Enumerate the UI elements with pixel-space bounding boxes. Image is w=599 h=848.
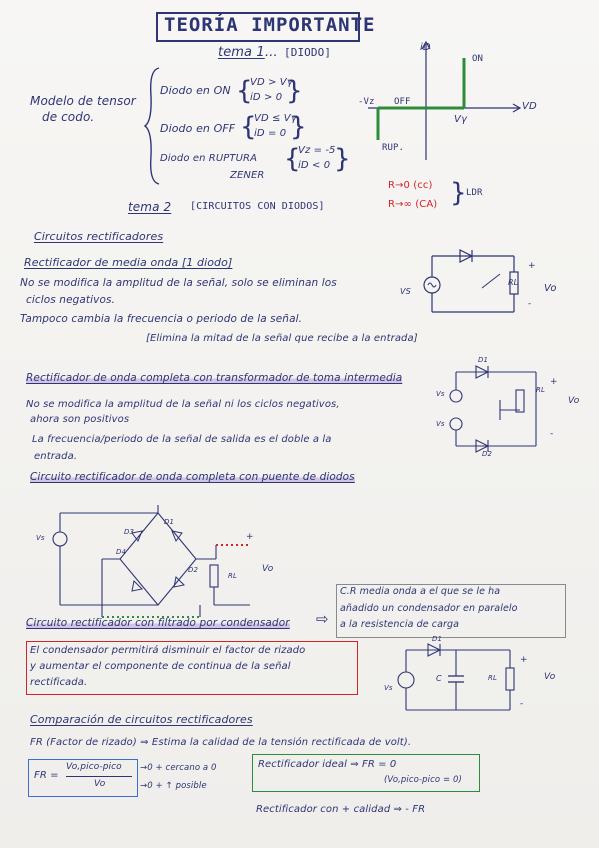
modelo-title-line1: Modelo de tensor [30, 94, 136, 108]
brace-off: { [240, 112, 257, 142]
filtrado-callout-line3: a la resistencia de carga [340, 619, 460, 630]
diodo-off-label: Diodo en OFF [160, 122, 236, 135]
onda-completa-bullet2a: La frecuencia/periodo de la señal de salida es el doble a la [32, 434, 332, 445]
filtrado-red-line3: rectificada. [30, 677, 88, 688]
brace-rup: { [284, 144, 301, 174]
onda-completa-vo: Vo [568, 396, 580, 406]
diodo-off-cond1: VD ≤ Vγ [254, 113, 297, 124]
fr-formula-lhs: FR = [34, 770, 59, 781]
iv-y-axis-label: iD [420, 42, 431, 53]
comparacion-heading: Comparación de circuitos rectificadores [30, 713, 253, 726]
filtrado-rl: RL [488, 674, 497, 682]
onda-completa-d2: D2 [482, 450, 493, 458]
brace-on-r: } [286, 76, 303, 106]
media-onda-heading: Rectificador de media onda [1 diodo] [24, 256, 233, 269]
page-title: TEORÍA IMPORTANTE [164, 14, 376, 36]
filtrado-heading: Circuito rectificador con filtrado por condensador [26, 617, 290, 629]
onda-completa-rl: RL [536, 386, 545, 394]
diodo-on-label: Diodo en ON [160, 84, 231, 97]
iv-x-axis-label: VD [522, 101, 537, 112]
svg-text:-: - [528, 299, 532, 309]
onda-completa-bullet2b: entrada. [34, 451, 78, 462]
ideal-text: Rectificador ideal ⇒ FR = 0 [258, 759, 397, 770]
ldr-label: LDR [466, 188, 483, 198]
brace-on: { [236, 76, 253, 106]
fr-formula-num: Vo,pico-pico [66, 762, 122, 772]
puente-d1: D1 [164, 518, 175, 526]
onda-completa-circuit [440, 360, 580, 460]
iv-on-label: ON [472, 54, 484, 64]
fr-arrow2: →0 + ↑ posible [140, 781, 207, 791]
onda-completa-vs2: Vs [436, 420, 445, 428]
media-onda-bullet2: Tampoco cambia la frecuencia o periodo de la señal. [20, 313, 303, 325]
fr-formula-den: Vo [94, 779, 106, 789]
ldr-line2: R→∞ (CA) [388, 199, 438, 210]
diodo-rup-cond1: Vz = -5 [298, 145, 336, 156]
tema1-label: tema 1 [218, 45, 265, 60]
media-onda-note: [Elimina la mitad de la señal que recibe a la entrada] [146, 333, 418, 344]
svg-text:+: + [550, 377, 558, 387]
puente-d2: D2 [188, 566, 199, 574]
onda-completa-heading: Rectificador de onda completa con transformador de toma intermedia [26, 372, 403, 384]
media-onda-rl: RL [508, 278, 519, 287]
media-onda-circuit [418, 248, 548, 318]
tema1-dots: ... [265, 45, 278, 60]
iv-off-label: OFF [394, 97, 411, 107]
tema2-label: tema 2 [128, 200, 172, 214]
filtrado-circuit [394, 640, 544, 720]
puente-heading: Circuito rectificador de onda completa con puente de diodos [30, 471, 355, 483]
puente-vs: Vs [36, 534, 45, 542]
fr-formula-bar [66, 776, 132, 777]
filtrado-red-line1: El condensador permitirá disminuir el factor de rizado [30, 645, 306, 656]
section-rectificadores: Circuitos rectificadores [34, 230, 164, 243]
filtrado-vs: Vs [384, 684, 393, 692]
media-onda-bullet1b: ciclos negativos. [26, 294, 116, 306]
brace-off-r: } [290, 112, 307, 142]
filtrado-callout-line2: añadido un condensador en paralelo [340, 603, 518, 614]
diodo-on-cond2: iD > 0 [250, 92, 283, 103]
modelo-title-line2: de codo. [42, 110, 95, 124]
iv-vz-label: -Vz [358, 97, 375, 107]
onda-completa-d1: D1 [478, 356, 489, 364]
puente-rl: RL [228, 572, 237, 580]
filtrado-arrow: ⇨ [316, 610, 329, 628]
diodo-on-cond1: VD > Vγ [250, 77, 293, 88]
filtrado-d1: D1 [432, 635, 443, 643]
zener-label: ZENER [230, 170, 265, 181]
puente-vo: Vo [262, 564, 274, 574]
media-onda-bullet1a: No se modifica la amplitud de la señal, solo se eliminan los [20, 277, 337, 289]
svg-text:-: - [550, 429, 554, 439]
filtrado-red-line2: y aumentar el componente de continua de la señal [30, 661, 291, 672]
svg-text:+: + [520, 655, 528, 665]
diodo-rup-cond2: iD < 0 [298, 160, 331, 171]
filtrado-callout-line1: C.R media onda a el que se le ha [340, 586, 501, 597]
ldr-line1: R→0 (cc) [388, 180, 433, 191]
ideal-sub: (Vo,pico-pico = 0) [384, 775, 462, 785]
svg-text:+: + [528, 261, 536, 271]
tema2-topic: [CIRCUITOS CON DIODOS] [190, 201, 325, 212]
puente-d4: D4 [116, 548, 127, 556]
brace-rup-r: } [334, 144, 351, 174]
onda-completa-vs1: Vs [436, 390, 445, 398]
tema1-topic: [DIODO] [284, 46, 332, 59]
iv-rup-label: RUP. [382, 143, 405, 153]
fr-definition: FR (Factor de rizado) ⇒ Estima la calidad de la tensión rectificada de volt). [30, 737, 412, 748]
svg-text:-: - [520, 699, 524, 709]
diodo-rup-label: Diodo en RUPTURA [160, 153, 258, 164]
calidad-text: Rectificador con + calidad ⇒ - FR [256, 804, 426, 815]
media-onda-vs: VS [400, 287, 411, 296]
svg-text:+: + [246, 532, 254, 542]
onda-completa-bullet1a: No se modifica la amplitud de la señal ni los ciclos negativos, [26, 399, 340, 410]
media-onda-vo: Vo [544, 283, 557, 294]
iv-vgamma-label: Vγ [454, 114, 467, 125]
diodo-off-cond2: iD = 0 [254, 128, 287, 139]
filtrado-c: C [436, 674, 442, 683]
ldr-brace: } [450, 178, 467, 208]
puente-d3: D3 [124, 528, 135, 536]
fr-arrow1: →0 + cercano a 0 [140, 763, 217, 773]
filtrado-vo: Vo [544, 672, 556, 682]
onda-completa-bullet1b: ahora son positivos [30, 414, 130, 425]
